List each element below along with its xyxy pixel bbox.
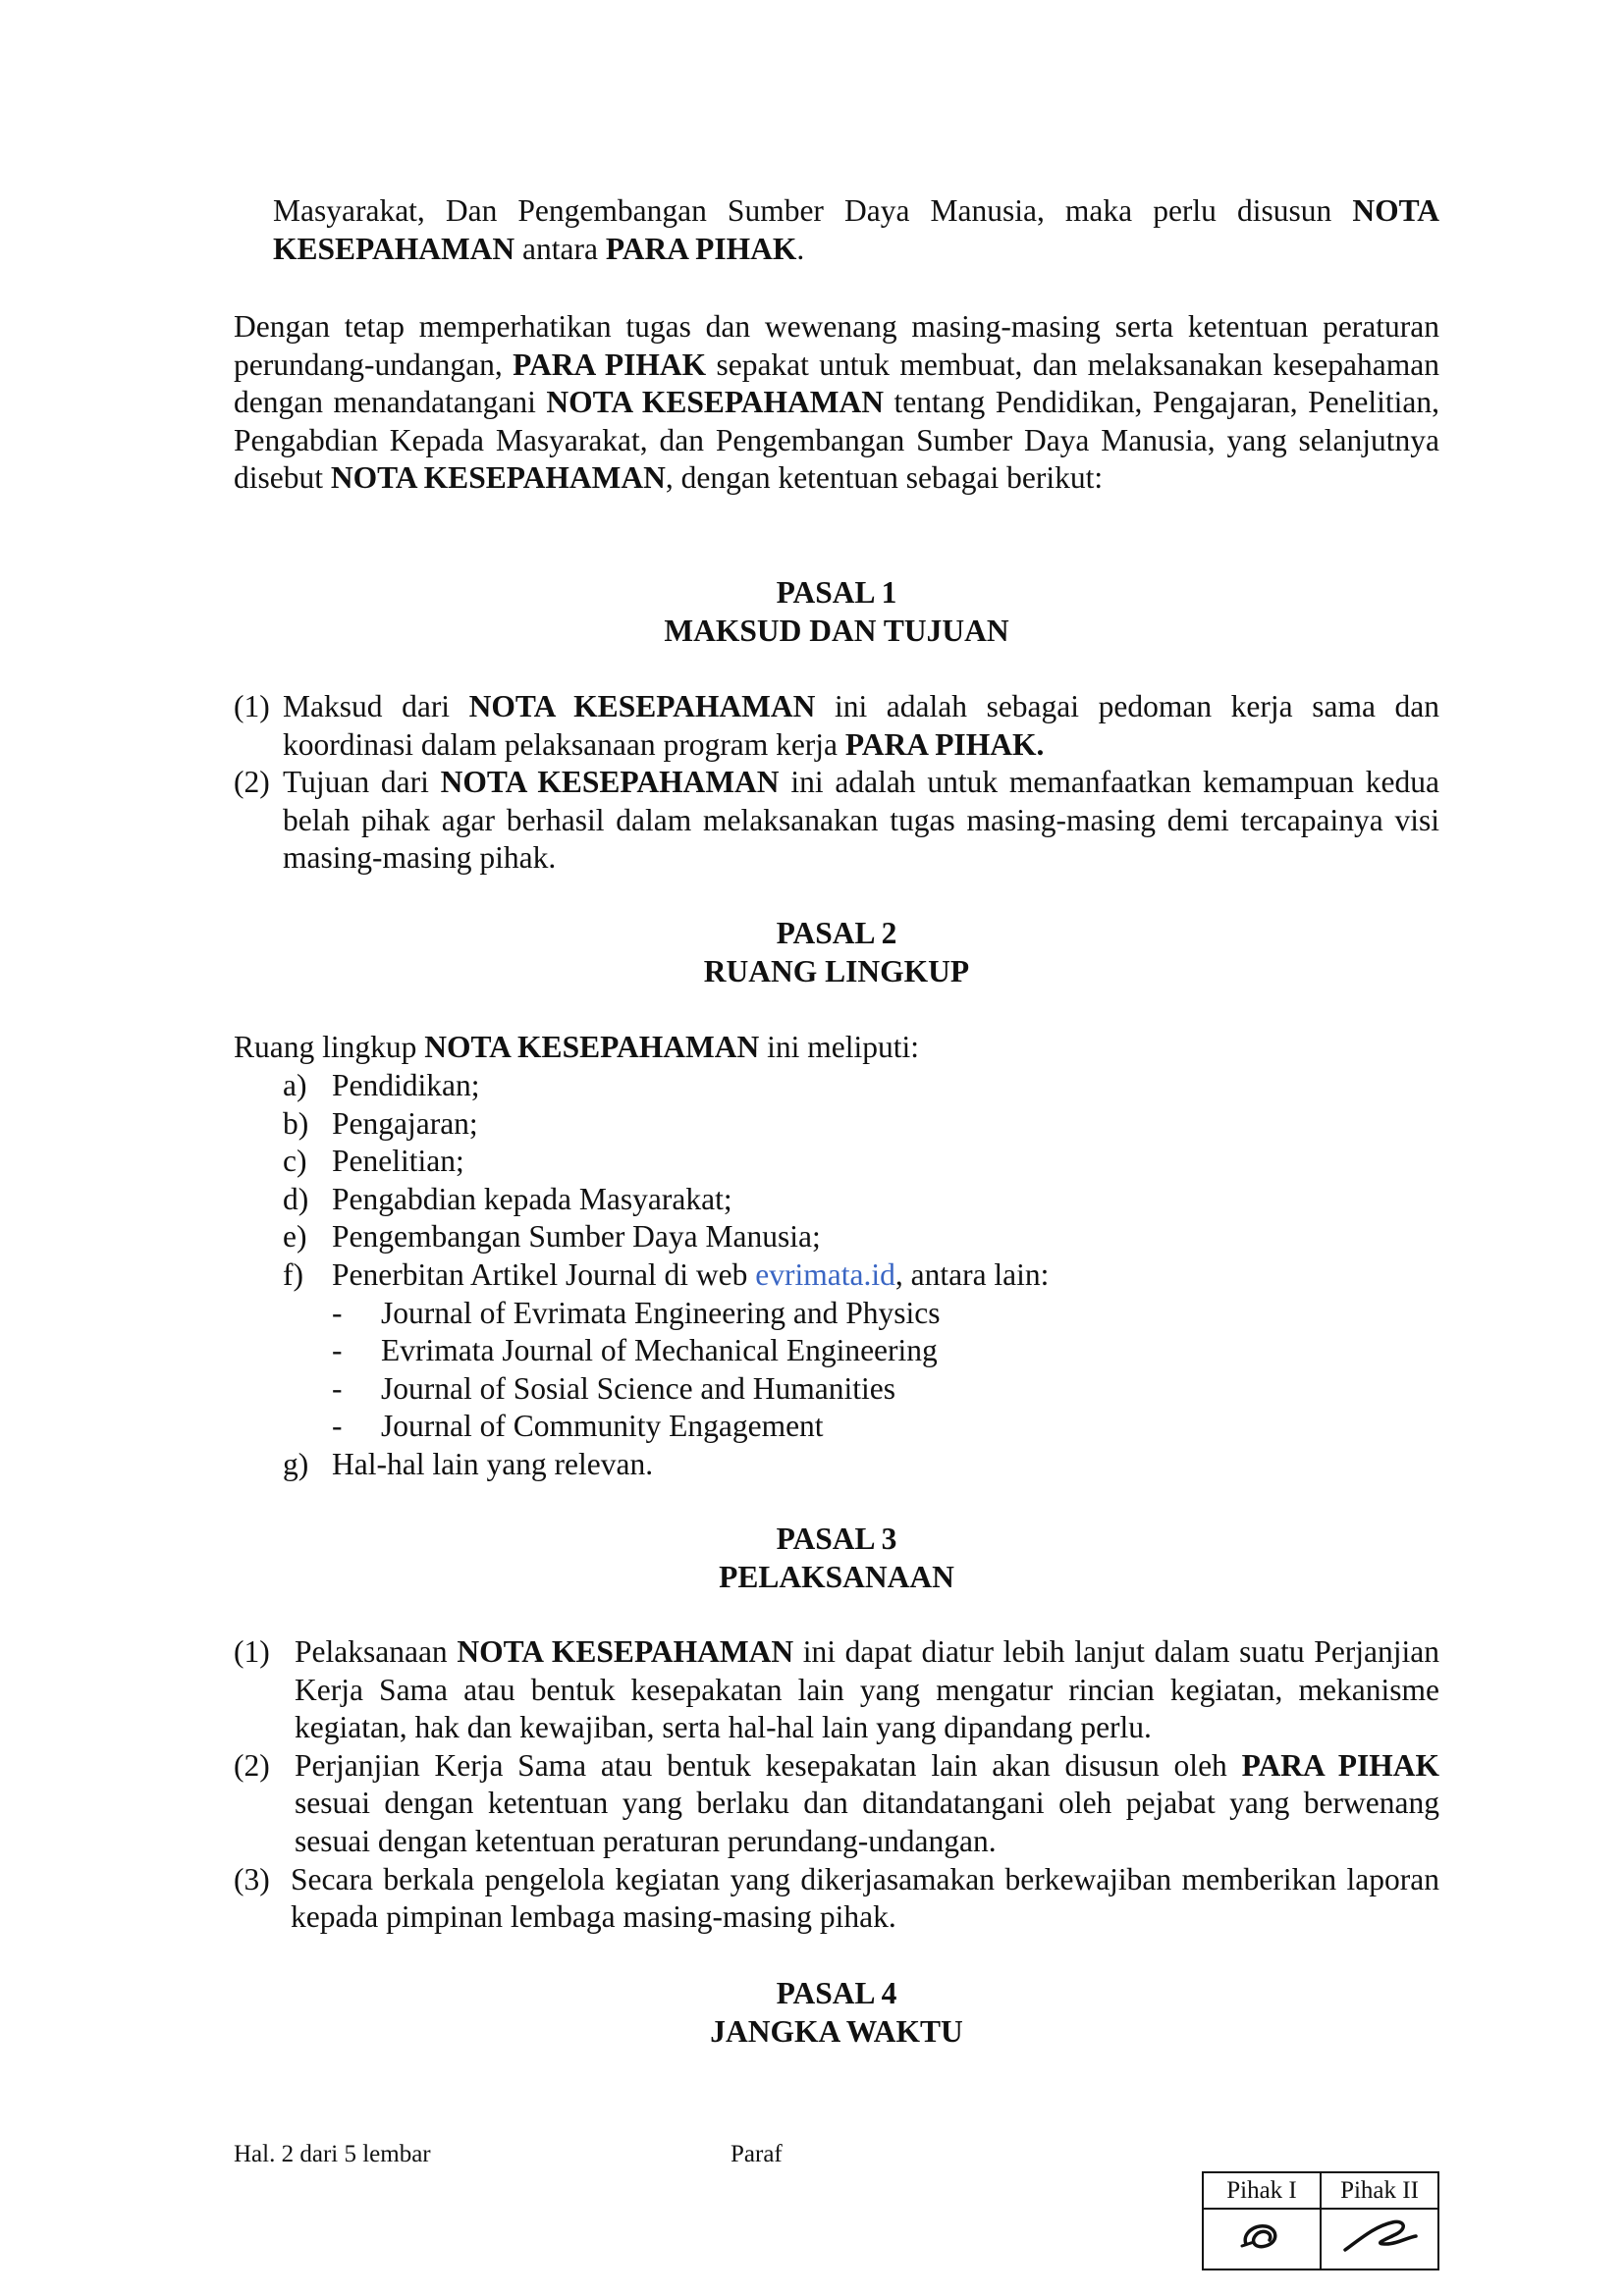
- pasal-3-number: PASAL 3: [776, 1522, 897, 1556]
- list-item: [234, 1181, 1439, 1219]
- pihak-1-header: Pihak I: [1203, 2172, 1321, 2209]
- text-run: Tujuan dari: [283, 765, 441, 800]
- bold-term: PARA PIHAK: [605, 231, 797, 266]
- bold-term: NOTA KESEPAHAMAN: [468, 689, 816, 723]
- dash-bullet: -: [332, 1295, 343, 1330]
- item-number: (2): [234, 1747, 270, 1783]
- pasal-4-number: PASAL 4: [776, 1976, 897, 2010]
- journal-item: [332, 1295, 1439, 1333]
- bold-term: NOTA KESEPAHAMAN: [330, 460, 666, 496]
- item-text: Pendidikan;: [332, 1068, 480, 1102]
- journal-name: Journal of Sosial Science and Humanities: [381, 1370, 896, 1406]
- text-run: Perjanjian Kerja Sama atau bentuk kesepakatan lain akan disusun oleh: [295, 1747, 1242, 1783]
- item-letter: c): [283, 1144, 307, 1179]
- bold-term: PARA PIHAK: [1241, 1747, 1439, 1783]
- text-run: sepakat untuk membuat, dan melaksanakan kesepahaman dengan menandatangani: [234, 347, 1439, 420]
- pihak-2-header: Pihak II: [1321, 2172, 1438, 2209]
- item-letter: a): [283, 1068, 307, 1102]
- text-run: Maksud dari: [283, 689, 469, 723]
- pasal-1-title: MAKSUD DAN TUJUAN: [664, 614, 1009, 648]
- list-item: [234, 688, 1439, 764]
- item-text: Hal-hal lain yang relevan.: [332, 1446, 654, 1481]
- bold-term: PARA PIHAK: [513, 347, 707, 382]
- item-text: Penelitian;: [332, 1144, 464, 1179]
- item-text: Pengabdian kepada Masyarakat;: [332, 1181, 732, 1216]
- pihak-1-initial: [1203, 2209, 1321, 2269]
- pasal-3-list: [234, 1633, 1439, 1937]
- bold-term: NOTA KESEPAHAMAN: [546, 385, 884, 420]
- bold-term: NOTA KESEPAHAMAN: [424, 1030, 760, 1064]
- journal-name: Journal of Evrimata Engineering and Physics: [381, 1295, 941, 1330]
- text-run: Penerbitan Artikel Journal di web: [332, 1256, 756, 1292]
- text-run: ini adalah sebagai pedoman kerja sama dan koordinasi dalam pelaksanaan program kerja: [283, 689, 1439, 762]
- paraf-table: [1202, 2171, 1439, 2270]
- journal-list: [332, 1295, 1439, 1446]
- pihak-2-initial-mark: [1335, 2215, 1424, 2258]
- paraf-label: Paraf: [731, 2141, 783, 2167]
- item-letter: g): [283, 1446, 309, 1481]
- pasal-2-title: RUANG LINGKUP: [703, 954, 970, 988]
- text-run: ini dapat diatur lebih lanjut dalam suatu Perjanjian Kerja Sama atau bentuk kesepakatan lain yang mengatur rincian kegiatan, mekanisme kegiatan, hak dan kewajiban, serta hal-hal lain yang dipandang perlu.: [295, 1634, 1440, 1745]
- text-run: .: [796, 231, 805, 266]
- list-item: [234, 1256, 1439, 1446]
- list-item: [234, 1446, 1439, 1484]
- item-text: Pengembangan Sumber Daya Manusia;: [332, 1219, 821, 1255]
- journal-item: [332, 1370, 1439, 1409]
- list-item: [234, 764, 1439, 878]
- list-item: [234, 1067, 1439, 1105]
- bold-term: NOTA KESEPAHAMAN: [440, 765, 780, 800]
- journal-name: Evrimata Journal of Mechanical Engineering: [381, 1333, 938, 1368]
- text-run: ini adalah untuk memanfaatkan kemampuan kedua belah pihak agar berhasil dalam melaksanakan tugas masing-masing demi tercapainya visi masing-masing pihak.: [283, 765, 1439, 876]
- pasal-1-number: PASAL 1: [776, 575, 897, 610]
- list-item: [234, 1105, 1439, 1144]
- text-run: tentang Pendidikan, Pengajaran, Penelitian, Pengabdian Kepada Masyarakat, dan Pengembangan Sumber Daya Manusia, yang selanjutnya disebut: [234, 385, 1439, 496]
- intro-paragraph: [234, 308, 1439, 498]
- text-run: , dengan ketentuan sebagai berikut:: [665, 460, 1104, 496]
- dash-bullet: -: [332, 1409, 343, 1444]
- text-run: , antara lain:: [894, 1256, 1050, 1292]
- journal-name: Journal of Community Engagement: [381, 1409, 824, 1444]
- pihak-2-initial: [1321, 2209, 1438, 2269]
- item-number: (2): [234, 765, 270, 800]
- intro-paragraph-continuation: [273, 192, 1439, 268]
- journal-item: [332, 1332, 1439, 1370]
- item-letter: d): [283, 1181, 309, 1216]
- text-run: ini meliputi:: [759, 1030, 919, 1064]
- pasal-2-intro: [234, 1029, 1439, 1067]
- list-item: [234, 1218, 1439, 1256]
- journal-item: [332, 1408, 1439, 1446]
- item-letter: b): [283, 1105, 309, 1141]
- pihak-1-initial-mark: [1232, 2216, 1291, 2256]
- item-number: (3): [234, 1861, 270, 1896]
- page-number: Hal. 2 dari 5 lembar: [234, 2141, 431, 2167]
- text-run: Secara berkala pengelola kegiatan yang dikerjasamakan berkewajiban memberikan laporan kepada pimpinan lembaga masing-masing pihak.: [291, 1861, 1439, 1935]
- text-run: Masyarakat, Dan Pengembangan Sumber Daya Manusia, maka perlu disusun: [273, 193, 1353, 228]
- text-run: Dengan tetap memperhatikan tugas dan wewenang masing-masing serta ketentuan peraturan perundang-undangan,: [234, 309, 1439, 382]
- bold-term: NOTA KESEPAHAMAN: [273, 193, 1439, 266]
- list-item: [234, 1747, 1439, 1861]
- text-run: sesuai dengan ketentuan yang berlaku dan ditandatangani oleh pejabat yang berwenang sesuai dengan ketentuan peraturan perundang-undangan.: [295, 1786, 1439, 1858]
- website-link[interactable]: evrimata.id: [755, 1256, 895, 1292]
- bold-term: PARA PIHAK.: [844, 726, 1045, 762]
- pasal-1-list: [234, 688, 1439, 878]
- text-run: antara: [514, 231, 606, 266]
- text-run: Pelaksanaan: [295, 1634, 458, 1669]
- bold-term: NOTA KESEPAHAMAN: [457, 1634, 794, 1669]
- list-item: [234, 1633, 1439, 1747]
- item-letter: e): [283, 1219, 307, 1255]
- pasal-2-scope-list: [234, 1067, 1439, 1484]
- text-run: Ruang lingkup: [234, 1030, 425, 1064]
- list-item: [234, 1143, 1439, 1181]
- dash-bullet: -: [332, 1333, 343, 1368]
- pasal-4-title: JANGKA WAKTU: [710, 2014, 963, 2049]
- item-number: (1): [234, 1634, 270, 1669]
- dash-bullet: -: [332, 1370, 343, 1406]
- pasal-3-title: PELAKSANAAN: [719, 1560, 954, 1594]
- item-number: (1): [234, 689, 270, 723]
- item-text: Pengajaran;: [332, 1105, 478, 1141]
- item-letter: f): [283, 1256, 303, 1292]
- pasal-2-number: PASAL 2: [776, 916, 897, 950]
- list-item: [234, 1861, 1439, 1937]
